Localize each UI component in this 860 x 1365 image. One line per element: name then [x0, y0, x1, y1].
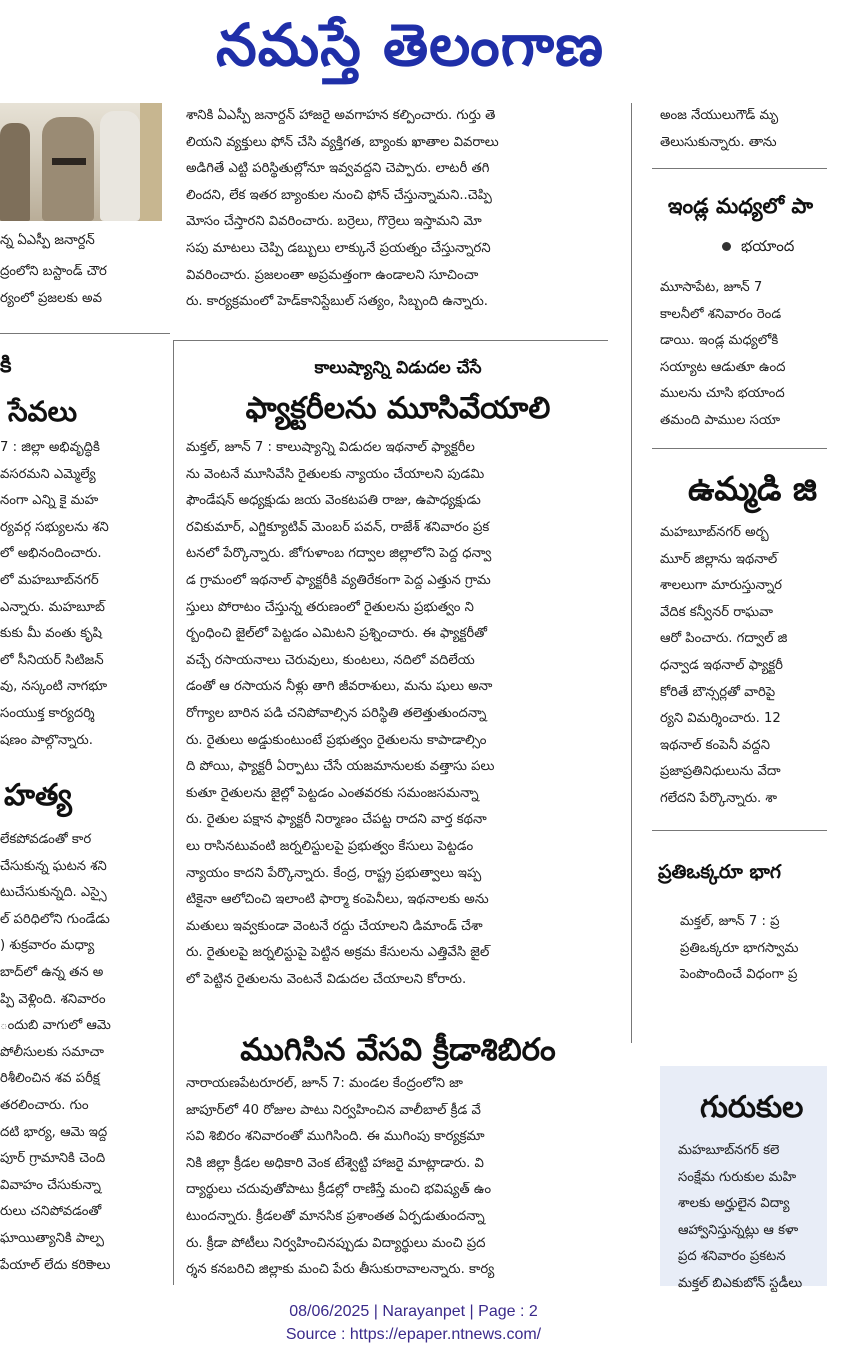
- factory-story: [186, 435, 622, 993]
- article-line: వసరమని ఎమ్మెల్యే: [0, 466, 96, 482]
- article-line: డ గ్రామంలో ఇథనాల్ ఫ్యాక్టరీకి వ్యతిరేకంగా పెద్ద ఎత్తున గ్రామ: [186, 572, 491, 588]
- article-line: లిందని, లేక ఇతర బ్యాంకుల నుంచి ఫోన్ చేస్తున్నామని..చెప్పి: [186, 187, 492, 203]
- article-line: వివాహం చేసుకున్నా: [0, 1177, 101, 1193]
- article-line: చేసుకున్న ఘటన శని: [0, 858, 107, 874]
- article-line: ర్యవర్గ సభ్యులను శని: [0, 519, 109, 535]
- article-line: ను వెంటనే మూసివేసి రైతులకు న్యాయం చేయాలని పుడమి: [186, 466, 485, 482]
- article-line: రవికుమార్, ఎగ్జిక్యూటివ్ మెంబర్ పవన్, రాజేశ్ శనివారం ప్రక: [186, 519, 490, 535]
- middle-column: [178, 103, 630, 1283]
- article-line: వేదిక కన్వీనర్ రాఘవా: [660, 604, 773, 620]
- article-line: మోసం చేస్తారని వివరించారు. బర్రెలు, గొర్రెలు ఇస్తామని మో: [186, 214, 482, 230]
- edition-info: 08/06/2025 | Narayanpet | Page : 2: [289, 1303, 538, 1320]
- article-line: తమంది పాముల సయా: [660, 412, 781, 428]
- article-line: ద్యార్థులు చదువుతోపాటు క్రీడల్లో రాణిస్తే మంచి భవిష్యత్ ఉం: [186, 1182, 492, 1198]
- article-line: సంక్షేమ గురుకుల మహి: [678, 1169, 797, 1185]
- article-line: సయ్యాట ఆడుతూ ఉంద: [660, 359, 786, 375]
- article-line: ఇథనాల్ కంపెనీ వద్దని: [660, 737, 770, 753]
- article-line: శాలకు అర్హులైన విద్యా: [678, 1196, 790, 1212]
- article-line: కుతూ రైతులను జైల్లో పెట్టడం ఎంతవరకు సమంజసమన్నా: [186, 785, 479, 801]
- article-line: మక్తల్, జూన్ 7 : కాలుష్యాన్ని విడుదల ఇథనాల్ ఫ్యాక్టరీల: [186, 440, 475, 455]
- right-headline-2: ఉమ్మడి జి: [688, 469, 818, 508]
- article-line: షణం పాల్గొన్నారు.: [0, 732, 93, 748]
- article-line: ల్ పరిధిలోని గుండేడు: [0, 911, 110, 927]
- article-line: కోరితే బౌన్సర్లతో వారిపై: [660, 684, 776, 700]
- box-headline: గురుకుల: [700, 1090, 804, 1125]
- top-story: [186, 103, 622, 316]
- article-line: సవి శిబిరం శనివారంతో ముగిసింది. ఈ ముగింపు కార్యక్రమా: [186, 1129, 485, 1145]
- article-line: నంగా ఎన్ని కై మహ: [0, 493, 99, 509]
- article-line: ర్శన కనబరిచి జిల్లాకు మంచి పేరు తీసుకురావాలన్నారు. కార్య: [186, 1262, 495, 1278]
- article-line: లు రాసినటువంటి జర్నలిస్టులపై ప్రభుత్వం కేసులు పెట్టడం: [186, 838, 474, 854]
- article-line: ప్రతిఒక్కరూ భాగస్వామ: [680, 940, 799, 956]
- article-line: ప్రజాప్రతినిధులును వేదా: [660, 764, 781, 780]
- left-intro: [0, 258, 170, 312]
- article-line: దటి భార్య, ఆమె ఇద్ద: [0, 1124, 108, 1140]
- right-top-lines: [660, 103, 840, 156]
- article-line: లో అభినందించారు.: [0, 546, 102, 562]
- article-line: ఎన్నారు. మహబూబ్: [0, 599, 105, 615]
- article-line: వు, నస్కంటి నాగభూ: [0, 679, 108, 695]
- article-line: డంతో ఆ రసాయన నీళ్లు తాగి జీవరాశులు, మను షులు అనా: [186, 679, 493, 695]
- column-divider-right: [631, 103, 632, 1043]
- article-line: ద్రంలోని బస్టాండ్ చౌర: [0, 264, 107, 279]
- article-line: మహబూబ్‌నగర్ కలె: [678, 1143, 780, 1158]
- article-line: 7 : జిల్లా అభివృద్ధికి: [0, 440, 100, 455]
- article-line: పేయాల్ లేదు కరికెాలు: [0, 1257, 111, 1273]
- article-line: లో సీనియర్ సిటిజన్: [0, 652, 104, 668]
- article-line: ఘాయిత్యానికి పాల్ప: [0, 1230, 104, 1246]
- article-line: ములను చూసి భయాంద: [660, 386, 785, 402]
- article-line: పూర్ గ్రామానికి చెంది: [0, 1151, 106, 1167]
- article-line: మతులు ఇవ్వకుండా వెంటనే రద్దు చేయాలని డిమాండ్ చేశా: [186, 918, 483, 934]
- article-line: ధన్వాడ ఇథనాల్ ఫ్యాక్టరీ: [660, 657, 783, 673]
- article-line: ఆహ్వానిస్తున్నట్లు ఆ కళా: [678, 1222, 799, 1238]
- article-line: లేకపోవడంతో కార: [0, 832, 92, 847]
- article-line: మక్తల్, జూన్ 7 : ప్ర: [680, 914, 780, 929]
- article-line: మక్తల్ బిఎకుబోన్ స్టడీలు: [678, 1275, 803, 1291]
- column-divider-left: [173, 340, 174, 1285]
- source-link[interactable]: Source : https://epaper.ntnews.com/: [285, 1326, 542, 1343]
- article-line: శానికి ఏఎస్పీ జనార్దన్ హాజరై అవగాహన కల్పించారు. గుర్తు తె: [186, 108, 496, 123]
- article-line: రోగ్యాల బారిన పడి చనిపోవాల్సిన పరిస్థితి తలెత్తుతుందన్నా: [186, 705, 487, 721]
- article-line: లో పెట్టిన రైతులను వెంటనే విడుదల చేయాలని కోరారు.: [186, 971, 467, 987]
- article-line: రిశీలించిన శవ పరీక్ష: [0, 1071, 100, 1087]
- left-column: [0, 103, 170, 1283]
- article-line: రు. రైతులపై జర్నలిస్టుపై పెట్టిన అక్రమ కేసులను ఎత్తివేసి జైల్: [186, 945, 490, 961]
- article-line: సంయుక్త కార్యదర్శి: [0, 705, 95, 721]
- article-line: శాలలుగా మారుస్తున్నార: [660, 578, 782, 594]
- article-line: మహబూబ్‌నగర్ అర్బ: [660, 525, 769, 540]
- article-line: లియని వ్యక్తులు ఫోన్ చేసి వ్యక్తిగత, బ్యాంకు ఖాతాల వివరాలు: [186, 134, 499, 150]
- photo-caption: న్న ఏఎస్పీ జనార్దన్: [0, 233, 95, 248]
- story-subheadline: కాలుష్యాన్ని విడుదల చేసే: [314, 358, 482, 378]
- article-line: సపు మాటలు చెప్పి డబ్బులు లాక్కునే ప్రయత్నం చేస్తున్నారని: [186, 240, 491, 256]
- left-story-2: [0, 827, 170, 1279]
- page-footer: [0, 1300, 827, 1346]
- left-headline-1: కి: [0, 353, 12, 378]
- article-line: ఆరో పించారు. గద్వాల్ జి: [660, 631, 788, 647]
- article-line: అంజ నేయులుగౌడ్ మృ: [660, 108, 779, 123]
- article-line: మూసాపేట, జూన్ 7: [660, 280, 763, 295]
- article-line: ప్రద శనివారం ప్రకటన: [678, 1249, 786, 1265]
- story-headline: ఫ్యాక్టరీలను మూసివేయాలి: [245, 391, 551, 426]
- right-column: [640, 103, 827, 1291]
- right-story-3: [680, 909, 860, 989]
- article-line: ర్బంధించి జైల్‌లో పెట్టడం ఎమిటని ప్రశ్నించారు. ఈ ఫ్యాక్టరీతో: [186, 626, 488, 642]
- left-story-1: [0, 435, 170, 754]
- article-line: రు. కార్యక్రమంలో హెడ్‌కానిస్టేబుల్ సత్యం, సిబ్బంది ఉన్నారు.: [186, 294, 489, 310]
- gurukul-box: [660, 1066, 827, 1291]
- article-line: అడిగితే ఎట్టి పరిస్థితుల్లోనూ ఇవ్వవద్దని చెప్పారు. లాటరీ తగి: [186, 161, 490, 177]
- article-line: ప్పి వెళ్లింది. శనివారం: [0, 991, 106, 1007]
- article-line: పోలీసులకు సమాచా: [0, 1044, 104, 1060]
- article-line: ర్యంలో ప్రజలకు అవ: [0, 291, 102, 306]
- box-story: [678, 1138, 858, 1298]
- right-headline-3: ప్రతిఒక్కరూ భాగ: [658, 861, 781, 883]
- newspaper-title: నమస్తే తెలంగాణ: [216, 11, 604, 79]
- article-line: డాయి. ఇండ్ల మధ్యలోకి: [660, 333, 779, 349]
- article-line: ది పోయి, ఫ్యాక్టరీ ఏర్పాటు చేసే యజమానులకు వత్తాసు పలు: [186, 759, 495, 775]
- article-line: తెలుసుకున్నారు. తాను: [660, 134, 777, 150]
- sports-story: [186, 1071, 622, 1284]
- article-line: కుకు మీ వంతు కృషి: [0, 626, 102, 642]
- article-line: ర్యని విమర్శించారు. 12: [660, 711, 781, 727]
- article-line: స్తులు పోరాటం చేస్తున్న తరుణంలో రైతులను ప్రభుత్వం ని: [186, 599, 474, 615]
- bullet-icon: [722, 242, 731, 251]
- bullet-text: భయాంద: [741, 237, 795, 255]
- article-line: పెంపొందించే విధంగా ప్ర: [680, 967, 798, 983]
- article-line: రులు చనిపోవడంతో: [0, 1204, 102, 1220]
- right-headline-1: ఇండ్ల మధ్యలో పా: [668, 194, 814, 218]
- article-line: రు. రైతుల పక్షాన ఫ్యాక్టరీ నిర్మాణం చేపట్ట రాదని వార్త కథనా: [186, 812, 487, 828]
- article-line: టనలో పేర్కొన్నారు. జోగుళాంబ గద్వాల జిల్లాలోని పెద్ద ధన్వా: [186, 546, 492, 562]
- article-line: ఫౌండేషన్ అధ్యక్షుడు జయ వెంకటపతి రాజు, ఉపాధ్యక్షుడు: [186, 493, 481, 509]
- right-story-1: [660, 275, 840, 435]
- article-line: న్యాయం కాదని పేర్కొన్నారు. కేంద్ర, రాష్ట్ర ప్రభుత్వాలు ఇప్ప: [186, 865, 482, 881]
- article-line: కాలనీలో శనివారం రెండ: [660, 306, 782, 322]
- right-story-2: [660, 520, 840, 813]
- article-line: లో మహబూబ్‌నగర్: [0, 572, 99, 588]
- sports-headline: ముగిసిన వేసవి క్రీడాశిబిరం: [240, 1032, 556, 1068]
- article-line: బాద్‌లో ఉన్న తన అ: [0, 964, 104, 980]
- article-line: రు. రైతులు అడ్డుకుంటుంటే ప్రభుత్వం రైతులను కాపాడాల్సిం: [186, 732, 487, 748]
- article-line: టికైనా ఆలోచించి ఇలాంటి ఫార్మా కంపెనీలు, ఇథనాలకు అను: [186, 892, 489, 908]
- article-line: టుందన్నారు. క్రీడలతో మానసిక ప్రశాంతత ఏర్పడుతుందన్నా: [186, 1208, 485, 1224]
- left-headline-3: హత్య: [4, 778, 72, 813]
- article-line: ందుబి వాగులో ఆమె: [0, 1018, 111, 1034]
- article-line: రు. క్రీడా పోటీలు నిర్వహించినప్పుడు విద్యార్థులు మంచి ప్రద: [186, 1235, 486, 1251]
- article-line: మూర్ జిల్లాను ఇథనాల్: [660, 551, 778, 567]
- news-photo: [0, 103, 162, 221]
- left-headline-2: సేవలు: [8, 395, 78, 428]
- article-line: ) శుక్రవారం మధ్యా: [0, 938, 95, 954]
- article-line: టుచేసుకున్నది. ఎస్సై: [0, 885, 107, 901]
- article-line: గలేదని పేర్కొన్నారు. శా: [660, 790, 778, 806]
- right-bullet: [640, 231, 794, 261]
- article-line: వచ్చే రసాయనాలు చెరువులు, కుంటలు, నదిలో వదిలేయ: [186, 652, 475, 668]
- article-line: జాపూర్‌లో 40 రోజుల పాటు నిర్వహించిన వాలీబాల్ క్రీడ వే: [186, 1102, 481, 1118]
- article-line: తరలించారు. గుం: [0, 1097, 89, 1113]
- article-line: వివరించారు. ప్రజలంతా అప్రమత్తంగా ఉండాలని సూచించా: [186, 267, 479, 283]
- masthead: [0, 0, 827, 92]
- article-line: నికి జిల్లా క్రీడల అధికారి వెంక టేశ్వెట్టి హాజరై మాట్లాడారు. వి: [186, 1155, 484, 1171]
- article-line: నారాయణపేటరూరల్, జూన్ 7: మండల కేంద్రంలోని జా: [186, 1076, 463, 1091]
